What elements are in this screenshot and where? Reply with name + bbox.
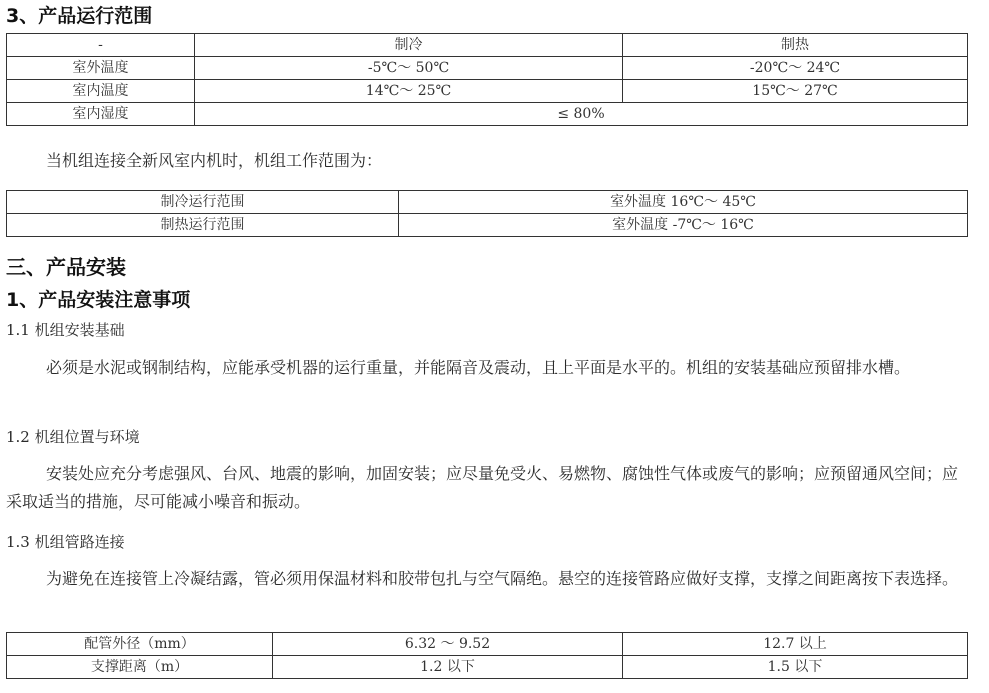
row-value: 室外温度 16℃～ 45℃	[399, 191, 968, 214]
heating-value: -20℃～ 24℃	[623, 57, 968, 80]
row-value: 室外温度 -7℃～ 16℃	[399, 214, 968, 237]
item-title: 1.2 机组位置与环境	[6, 428, 140, 446]
header-cell-cooling: 制冷	[195, 34, 623, 57]
cooling-value: -5℃～ 50℃	[195, 57, 623, 80]
item-title: 1.3 机组管路连接	[6, 533, 125, 551]
section-heading-install-notes: 1、产品安装注意事项	[6, 289, 191, 311]
table-row	[7, 656, 968, 679]
pipe-value-b: 1.5 以下	[623, 656, 968, 679]
row-label: 支撑距离（m）	[7, 656, 273, 679]
table-row	[7, 633, 968, 656]
item-title: 1.1 机组安装基础	[6, 321, 125, 339]
row-label: 制冷运行范围	[7, 191, 399, 214]
pipe-value-a: 1.2 以下	[273, 656, 623, 679]
row-label: 制热运行范围	[7, 214, 399, 237]
pipe-support-table	[6, 632, 968, 679]
table-row	[7, 103, 968, 126]
operating-range-table	[6, 33, 968, 126]
table-row	[7, 57, 968, 80]
fresh-air-range-table	[6, 190, 968, 237]
row-label: 配管外径（mm）	[7, 633, 273, 656]
item-body: 为避免在连接管上冷凝结露，管必须用保温材料和胶带包扎与空气隔绝。悬空的连接管路应做好支撑，支撑之间距离按下表选择。	[46, 569, 959, 588]
table-row	[7, 80, 968, 103]
table-row	[7, 214, 968, 237]
fresh-air-note: 当机组连接全新风室内机时，机组工作范围为：	[46, 151, 383, 170]
table-row	[7, 191, 968, 214]
row-label: 室内湿度	[7, 103, 195, 126]
header-cell-heating: 制热	[623, 34, 968, 57]
section-heading-operating-range: 3、产品运行范围	[6, 5, 153, 27]
row-label: 室外温度	[7, 57, 195, 80]
heating-value: 15℃～ 27℃	[623, 80, 968, 103]
cooling-value: 14℃～ 25℃	[195, 80, 623, 103]
pipe-value-b: 12.7 以上	[623, 633, 968, 656]
row-label: 室内温度	[7, 80, 195, 103]
header-cell-blank: -	[7, 34, 195, 57]
item-body: 安装处应充分考虑强风、台风、地震的影响，加固安装；应尽量免受火、易燃物、腐蚀性气体或废气的影响；应预留通风空间；应采取适当的措施，尽可能减小噪音和振动。	[6, 464, 959, 511]
table-header-row	[7, 34, 968, 57]
chapter-heading-installation: 三、产品安装	[6, 255, 126, 279]
item-body: 必须是水泥或钢制结构，应能承受机器的运行重量，并能隔音及震动，且上平面是水平的。机组的安装基础应预留排水槽。	[46, 358, 911, 377]
humidity-value: ≤ 80%	[195, 103, 968, 126]
pipe-value-a: 6.32 ～ 9.52	[273, 633, 623, 656]
